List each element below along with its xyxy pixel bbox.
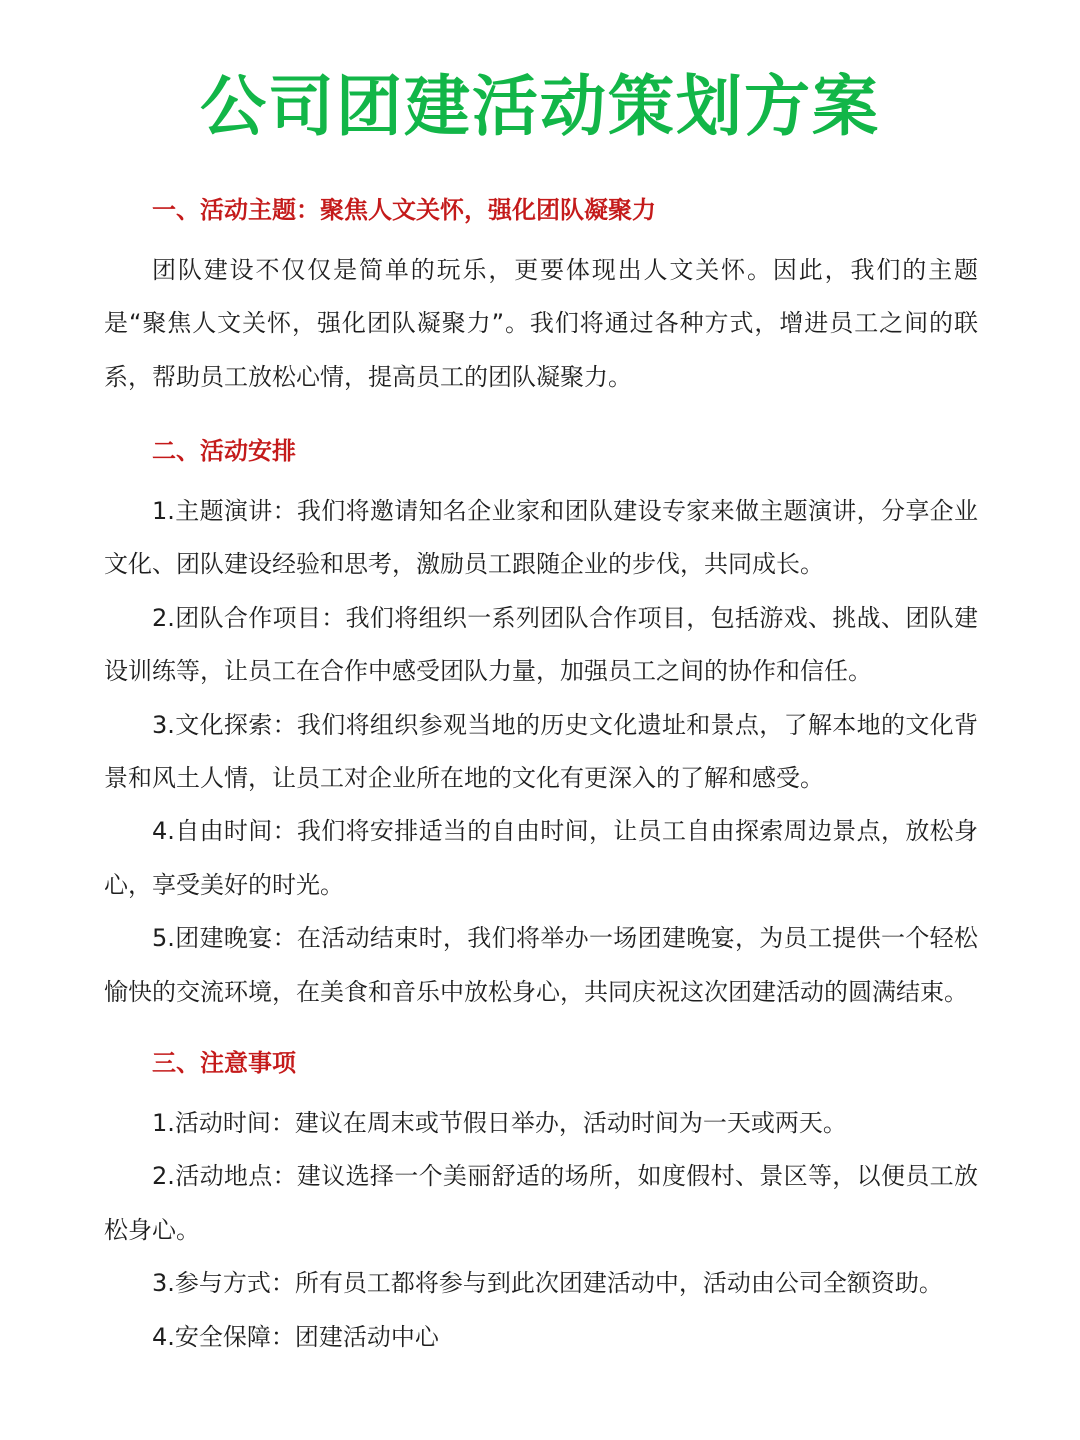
list-item: 5.团建晚宴：在活动结束时，我们将举办一场团建晚宴，为员工提供一个轻松愉快的交流环境，在美食和音乐中放松身心，共同庆祝这次团建活动的圆满结束。	[104, 924, 978, 1006]
paragraph: 团队建设不仅仅是简单的玩乐，更要体现出人文关怀。因此，我们的主题是“聚焦人文关怀，强化团队凝聚力”。我们将通过各种方式，增进员工之间的联系，帮助员工放松心情，提高员工的团队凝聚力。	[104, 256, 978, 391]
list-item: 1.活动时间：建议在周末或节假日举办，活动时间为一天或两天。	[152, 1109, 847, 1137]
list-item: 2.团队合作项目：我们将组织一系列团队合作项目，包括游戏、挑战、团队建设训练等，让员工在合作中感受团队力量，加强员工之间的协作和信任。	[104, 603, 978, 686]
section-theme	[104, 190, 978, 404]
list-item: 3.参与方式：所有员工都将参与到此次团建活动中，活动由公司全额资助。	[152, 1269, 943, 1298]
document-title: 公司团建活动策划方案	[200, 68, 880, 145]
list-item: 1.主题演讲：我们将邀请知名企业家和团队建设专家来做主题演讲，分享企业文化、团队建设经验和思考，激励员工跟随企业的步伐，共同成长。	[104, 497, 978, 579]
section-heading: 三、注意事项	[152, 1049, 296, 1077]
list-item: 4.安全保障：团建活动中心	[152, 1322, 439, 1351]
section-heading: 二、活动安排	[152, 437, 296, 465]
list-item: 4.自由时间：我们将安排适当的自由时间，让员工自由探索周边景点，放松身心，享受美好的时光。	[104, 817, 978, 899]
section-arrangement	[104, 431, 978, 1019]
section-heading: 一、活动主题：聚焦人文关怀，强化团队凝聚力	[152, 196, 656, 224]
list-item: 3.文化探索：我们将组织参观当地的历史文化遗址和景点，了解本地的文化背景和风土人情，让员工对企业所在地的文化有更深入的了解和感受。	[104, 710, 978, 793]
section-notes	[104, 1043, 978, 1364]
list-item: 2.活动地点：建议选择一个美丽舒适的场所，如度假村、景区等，以便员工放松身心。	[104, 1162, 978, 1244]
